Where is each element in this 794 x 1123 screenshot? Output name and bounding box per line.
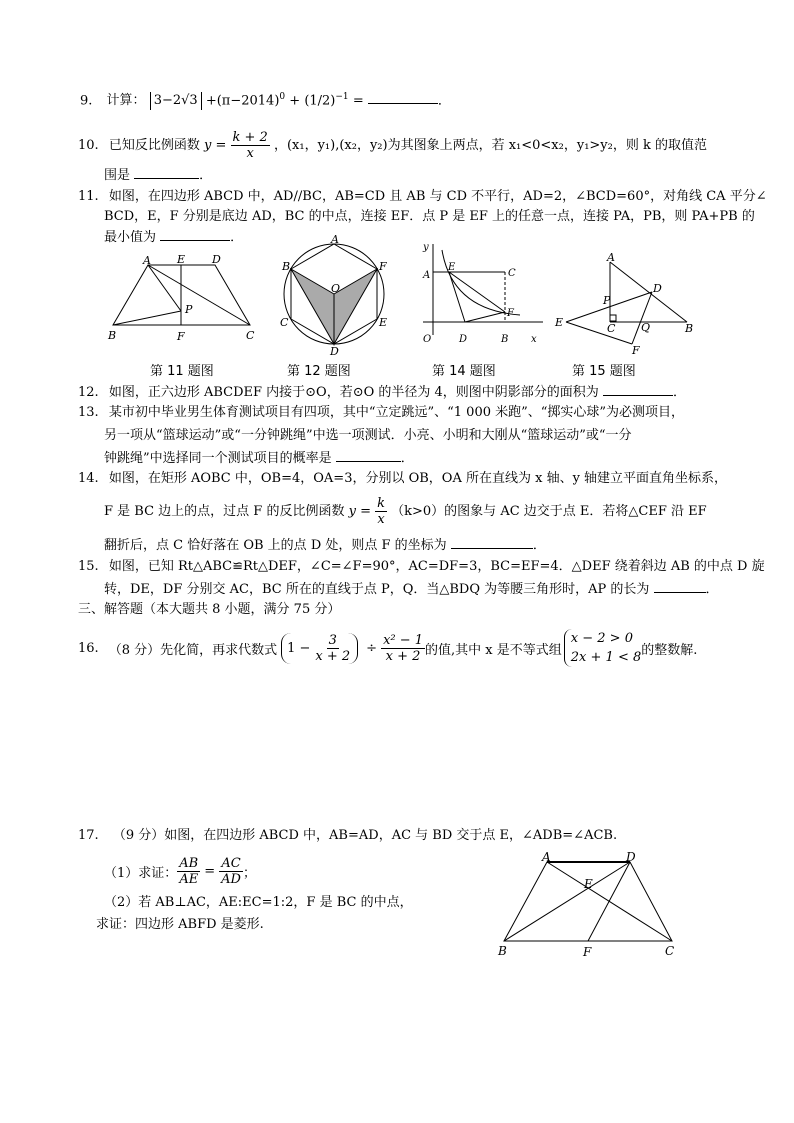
svg-text:C: C xyxy=(607,322,616,335)
question-11: 11. 如图，在四边形 ABCD 中，AD//BC，AB=CD 且 AB 与 CD 不平行，AD=2，∠BCD=60°，对角线 CA 平分∠ xyxy=(78,189,767,204)
question-number: 11. xyxy=(78,189,99,204)
question-10-line2: 围是 ． xyxy=(104,164,212,187)
svg-text:Q: Q xyxy=(641,321,651,334)
answer-blank[interactable] xyxy=(160,226,230,241)
fraction: $\frac{k}{x}$ xyxy=(377,496,385,527)
svg-text:P: P xyxy=(603,294,611,307)
question-number: 13. xyxy=(78,405,99,420)
question-13-line3: 钟跳绳”中选择同一个测试项目的概率是 ． xyxy=(104,447,414,470)
fraction: $\frac{k + 2}{x}$ xyxy=(232,130,268,161)
question-14: 14. 如图，在矩形 AOBC 中，OB=4，OA=3，分别以 OB，OA 所在直线为 x 轴、y 轴建立平面直角坐标系， xyxy=(78,471,728,486)
svg-text:A: A xyxy=(607,252,615,264)
label-E: E xyxy=(177,253,186,266)
svg-text:D: D xyxy=(330,345,339,356)
svg-text:B: B xyxy=(282,260,291,273)
svg-text:x: x xyxy=(531,334,537,345)
fraction: $\frac{\text{x² − 1}}{x + 2}$ xyxy=(383,632,424,664)
figure-17 xyxy=(492,850,682,962)
label-F: F xyxy=(177,330,185,343)
question-number: 16. xyxy=(78,640,99,656)
svg-text:C: C xyxy=(280,316,289,329)
question-17-part1: （1）求证： $\frac{AB}{AE}$ = $\frac{AC}{AD}$ ； xyxy=(104,855,256,887)
question-17: 17. （9 分）如图，在四边形 ABCD 中，AB=AD，AC 与 BD 交于点 E，∠ADB=∠ACB. xyxy=(78,828,618,843)
power-expression: +(π−2014) xyxy=(205,93,280,109)
svg-text:B: B xyxy=(685,322,694,335)
question-17-part3: 求证：四边形 ABFD 是菱形. xyxy=(96,917,264,932)
figure-15 xyxy=(552,252,702,356)
svg-text:A: A xyxy=(423,270,431,281)
question-14-line2: F 是 BC 边上的点，过点 F 的反比例函数 y = $\frac{k}{x}$ （k>0）的图象与 AC 边交于点 E．若将△CEF 沿 EF xyxy=(104,496,707,527)
answer-blank[interactable] xyxy=(603,381,673,396)
svg-text:F: F xyxy=(632,344,640,356)
section-heading: 三、解答题（本大题共 8 小题，满分 75 分） xyxy=(78,602,341,617)
question-15-line2: 转，DE，DF 分别交 AC，BC 所在的直线于点 P，Q．当△BDQ 为等腰三角形时，AP 的长为 ． xyxy=(104,578,719,601)
figure-11 xyxy=(100,252,260,344)
answer-blank[interactable] xyxy=(451,534,533,549)
question-11-line2: BCD，E，F 分别是底边 AD，BC 的中点，连接 EF．点 P 是 EF 上的任意一点，连接 PA，PB，则 PA+PB 的 xyxy=(104,209,755,224)
paren-expression: 1 − $\frac{3}{x + 2}$ xyxy=(281,633,358,664)
question-12: 12. 如图，正六边形 ABCDEF 内接于⊙O，若⊙O 的半径为 4，则图中阴影部分的面积为 ． xyxy=(78,381,686,404)
svg-text:F: F xyxy=(583,945,592,959)
question-16: 16. （8 分）先化简，再求代数式 1 − $\frac{3}{x + 2}$ ÷ $\frac{\text{x² − 1}}{x + 2}$ 的值,其中 x 是不等式组 x − 2 > 0 2x + 1 < 8 的整数解. xyxy=(78,631,698,665)
svg-text:E: E xyxy=(379,316,388,329)
svg-text:A: A xyxy=(331,233,339,246)
svg-text:D: D xyxy=(626,850,636,864)
answer-blank[interactable] xyxy=(336,447,401,462)
svg-text:C: C xyxy=(665,944,675,958)
svg-text:y: y xyxy=(423,242,429,253)
question-9: 9. 计算： $3-2√3 +(\pi-2014)^0 + (1/2)^{-1}$ = ． xyxy=(80,86,451,112)
label-A: A xyxy=(143,254,151,267)
label-D: D xyxy=(212,253,221,266)
caption-fig14: 第 14 题图 xyxy=(432,364,496,379)
label-B: B xyxy=(108,329,117,342)
svg-text:C: C xyxy=(508,268,516,279)
answer-blank[interactable] xyxy=(368,89,438,104)
caption-fig15: 第 15 题图 xyxy=(572,364,636,379)
svg-text:F: F xyxy=(507,308,514,319)
question-number: 14. xyxy=(78,471,99,486)
question-number: 17. xyxy=(78,828,99,843)
question-17-part2: （2）若 AB⊥AC，AE:EC=1:2，F 是 BC 的中点， xyxy=(104,895,413,910)
svg-text:E: E xyxy=(584,877,593,891)
inequality-system: x − 2 > 0 2x + 1 < 8 xyxy=(564,629,641,667)
question-lead: 计算： xyxy=(106,93,146,109)
question-number: 12. xyxy=(78,385,99,400)
question-10: 10. 已知反比例函数 y = $\frac{k + 2}{x}$ ，(x₁，y₁),(x₂，y₂)为其图象上两点，若 x₁<0<x₂，y₁>y₂，则 k 的取值范 xyxy=(78,130,707,161)
question-14-line3: 翻折后，点 C 恰好落在 OB 上的点 D 处，则点 F 的坐标为 ． xyxy=(104,534,546,557)
svg-text:E: E xyxy=(448,262,456,273)
question-11-line3: 最小值为 ． xyxy=(104,226,243,249)
svg-text:D: D xyxy=(459,334,468,345)
label-P: P xyxy=(185,303,193,316)
question-number: 10. xyxy=(78,138,99,153)
svg-text:O: O xyxy=(423,334,432,345)
caption-fig11: 第 11 题图 xyxy=(150,364,214,379)
svg-text:O: O xyxy=(331,282,341,295)
svg-text:E: E xyxy=(555,316,564,329)
question-number: 15. xyxy=(78,559,99,574)
svg-text:F: F xyxy=(379,260,387,273)
caption-fig12: 第 12 题图 xyxy=(287,364,351,379)
svg-text:A: A xyxy=(542,850,551,864)
figure-12 xyxy=(274,232,394,356)
figure-14 xyxy=(415,240,545,348)
question-13: 13. 某市初中毕业男生体育测试项目有四项，其中“立定跳远”、“1 000 米跑”、“掷实心球”为必测项目， xyxy=(78,405,685,420)
question-number: 9. xyxy=(80,93,93,109)
answer-blank[interactable] xyxy=(134,164,199,179)
half-expression: (1/2) xyxy=(304,93,336,109)
question-13-line2: 另一项从“篮球运动”或“一分钟跳绳”中选一项测试．小亮、小明和大刚从“篮球运动”或“一分 xyxy=(104,428,632,443)
label-C: C xyxy=(246,329,255,342)
question-15: 15. 如图，已知 Rt△ABC≌Rt△DEF，∠C=∠F=90°，AC=DF=3，BC=EF=4．△DEF 绕着斜边 AB 的中点 D 旋 xyxy=(78,559,765,574)
answer-blank[interactable] xyxy=(654,578,706,593)
svg-text:B: B xyxy=(501,334,509,345)
svg-text:B: B xyxy=(498,944,507,958)
svg-text:D: D xyxy=(653,282,662,295)
abs-expression: 3−2√3 xyxy=(150,92,202,110)
